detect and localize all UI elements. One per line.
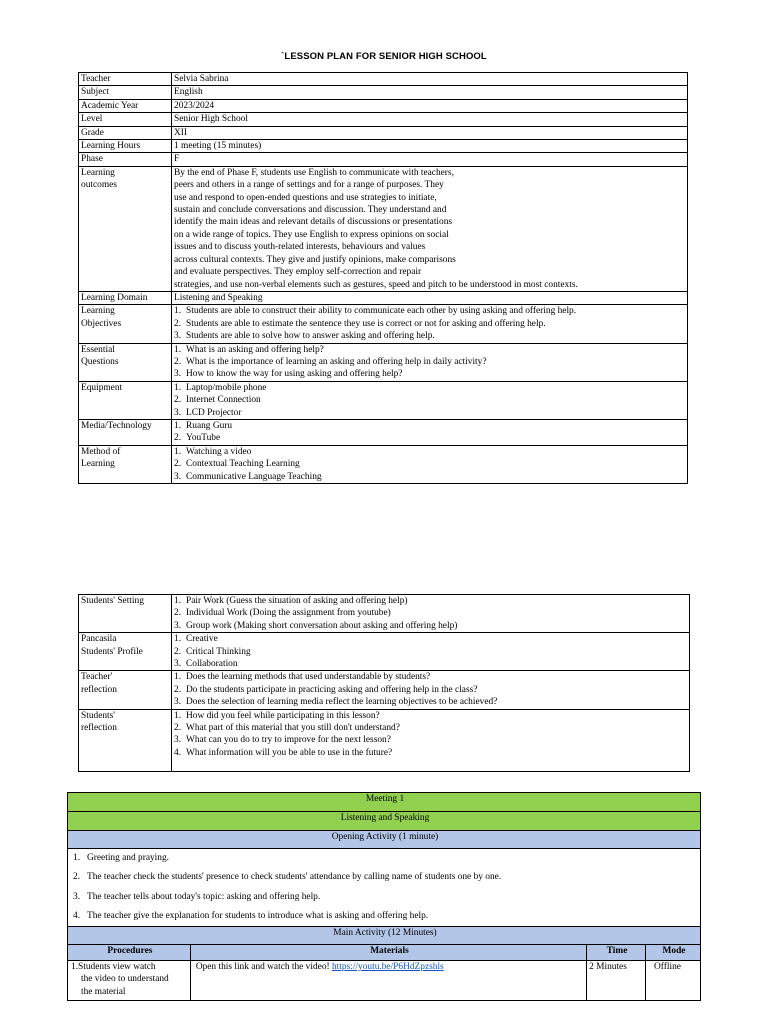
table-row <box>79 166 688 291</box>
info-value: XII <box>172 126 688 139</box>
table-row <box>79 291 688 304</box>
table-row <box>79 86 688 99</box>
teacher-reflection-label: Teacher' reflection <box>79 671 172 709</box>
info-label: Phase <box>79 153 172 166</box>
list-item: 1. Laptop/mobile phone <box>174 382 267 393</box>
material-cell: Open this link and watch the video! https://youtu.be/P6HdZpzshls <box>190 961 586 1001</box>
questions-label: Essential Questions <box>79 343 172 381</box>
meeting-title: Meeting 1 <box>68 793 701 812</box>
list-item: 3. Collaboration <box>174 659 238 670</box>
table-row <box>79 113 688 126</box>
info-value: F <box>172 153 688 166</box>
list-item: 1. How did you feel while participating in this lesson? <box>174 710 380 721</box>
list-item: 2. The teacher check the students' presence to check students' attendance by calling name of students one by one. <box>73 872 502 883</box>
list-item: 4. The teacher give the explanation for students to introduce what is asking and offering help. <box>73 910 429 921</box>
domain-label: Learning Domain <box>79 291 172 304</box>
column-header-procedures: Procedures <box>68 945 191 961</box>
main-activity-title: Main Activity (12 Minutes) <box>68 927 701 945</box>
mode-cell: Offline <box>646 961 701 1001</box>
table-row <box>68 831 701 849</box>
media-list <box>172 419 688 445</box>
list-item: 1. Creative <box>174 634 218 645</box>
list-item: 1. Students are able to construct their ability to communicate each other by using asking and offering help. <box>174 306 577 317</box>
table-row <box>68 793 701 812</box>
video-link[interactable]: https://youtu.be/P6HdZpzshls <box>331 962 444 973</box>
teacher-reflection-list <box>172 671 690 709</box>
list-item: 1. Does the learning methods that used understandable by students? <box>174 672 431 683</box>
list-item: 3. LCD Projector <box>174 407 242 418</box>
list-item: 1. Greeting and praying. <box>73 853 170 863</box>
opening-activity-list <box>68 849 701 927</box>
table-row <box>79 140 688 153</box>
table-row <box>68 849 701 927</box>
list-item: 2. Students are able to estimate the sentence they use is correct or not for asking and offering help. <box>174 318 546 329</box>
info-value: 1 meeting (15 minutes) <box>172 140 688 153</box>
list-item: 3. Does the selection of learning media reflect the learning objectives to be achieved? <box>174 697 498 708</box>
list-item: 4. What information will you be able to use in the future? <box>174 747 393 758</box>
table-row <box>79 709 690 771</box>
list-item: 1. Ruang Guru <box>174 420 233 431</box>
info-value: English <box>172 86 688 99</box>
table-row <box>68 961 701 1001</box>
list-item: 2. What part of this material that you still don't understand? <box>174 723 400 734</box>
procedure-cell: 1.Students view watch the video to understand the material <box>68 961 191 1001</box>
opening-activity-title: Opening Activity (1 minute) <box>68 831 701 849</box>
list-item: 2. What is the importance of learning an asking and offering help in daily activity? <box>174 356 487 367</box>
outcomes-text: By the end of Phase F, students use English to communicate with teachers, peers and others in a range of settings and for a range of purposes. They use and respond to open-ended questions and use strategies to initiate, sustain and conclude conversations and discussion. They understand and identify the main ideas and relevant details of discussions or presentations on a wide range of topics. They use English to express opinions on social issues and to discuss youth-related interests, behaviours and values across cultural contexts. They give and justify opinions, make comparisons and evaluate perspectives. They employ self-correction and repair strategies, and use non-verbal elements such as gestures, speed and pitch to be understood in most contexts. <box>172 166 688 291</box>
table-row <box>79 73 688 86</box>
column-header-time: Time <box>587 945 646 961</box>
table-row <box>79 153 688 166</box>
meeting-table <box>67 792 701 1001</box>
equipment-label: Equipment <box>79 381 172 419</box>
objectives-label: Learning Objectives <box>79 305 172 343</box>
list-item: 2. Do the students participate in practicing asking and offering help in the class? <box>174 684 478 695</box>
info-label: Academic Year <box>79 99 172 112</box>
info-label: Teacher <box>79 73 172 86</box>
table-row <box>79 671 690 709</box>
media-label: Media/Technology <box>79 419 172 445</box>
list-item: 2. YouTube <box>174 433 221 444</box>
setting-list <box>172 595 690 633</box>
table-row <box>68 945 701 961</box>
table-row <box>79 99 688 112</box>
list-item: 2. Internet Connection <box>174 395 261 406</box>
info-label: Level <box>79 113 172 126</box>
table-row <box>79 419 688 445</box>
list-item: 2. Critical Thinking <box>174 646 251 657</box>
document-title: `LESSON PLAN FOR SENIOR HIGH SCHOOL <box>281 51 487 62</box>
list-item: 2. Contextual Teaching Learning <box>174 459 300 470</box>
objectives-list <box>172 305 688 343</box>
table-row <box>79 633 690 671</box>
outcomes-label: Learning outcomes <box>79 166 172 291</box>
table-row <box>79 445 688 483</box>
info-value: 2023/2024 <box>172 99 688 112</box>
info-label: Grade <box>79 126 172 139</box>
domain-value: Listening and Speaking <box>172 291 688 304</box>
column-header-materials: Materials <box>190 945 586 961</box>
meeting-skill: Listening and Speaking <box>68 812 701 831</box>
time-cell: 2 Minutes <box>587 961 646 1001</box>
info-value: Senior High School <box>172 113 688 126</box>
list-item: 3. Group work (Making short conversation about asking and offering help) <box>174 620 458 631</box>
lesson-info-table <box>78 72 688 484</box>
list-item: 3. How to know the way for using asking and offering help? <box>174 369 403 380</box>
pancasila-label: Pancasila Students' Profile <box>79 633 172 671</box>
questions-list <box>172 343 688 381</box>
list-item: 1. Watching a video <box>174 446 252 457</box>
setting-reflection-table <box>78 594 690 772</box>
list-item: 3. The teacher tells about today's topic: asking and offering help. <box>73 891 321 902</box>
pancasila-list <box>172 633 690 671</box>
list-item: 3. Communicative Language Teaching <box>174 471 322 482</box>
info-label: Learning Hours <box>79 140 172 153</box>
table-row <box>79 305 688 343</box>
table-row <box>79 595 690 633</box>
info-label: Subject <box>79 86 172 99</box>
table-row <box>68 927 701 945</box>
list-item: 3. Students are able to solve how to answer asking and offering help. <box>174 331 435 342</box>
list-item: 2. Individual Work (Doing the assignment from youtube) <box>174 608 391 619</box>
list-item: 3. What can you do to try to improve for the next lesson? <box>174 735 391 746</box>
table-row <box>79 126 688 139</box>
student-reflection-list <box>172 709 690 771</box>
method-label: Method of Learning <box>79 445 172 483</box>
setting-label: Students' Setting <box>79 595 172 633</box>
list-item: 1. What is an asking and offering help? <box>174 344 324 355</box>
student-reflection-label: Students' reflection <box>79 709 172 771</box>
equipment-list <box>172 381 688 419</box>
info-value: Selvia Sabrina <box>172 73 688 86</box>
table-row <box>79 381 688 419</box>
method-list <box>172 445 688 483</box>
table-row <box>68 812 701 831</box>
list-item: 1. Pair Work (Guess the situation of asking and offering help) <box>174 596 408 606</box>
column-header-mode: Mode <box>646 945 701 961</box>
table-row <box>79 343 688 381</box>
